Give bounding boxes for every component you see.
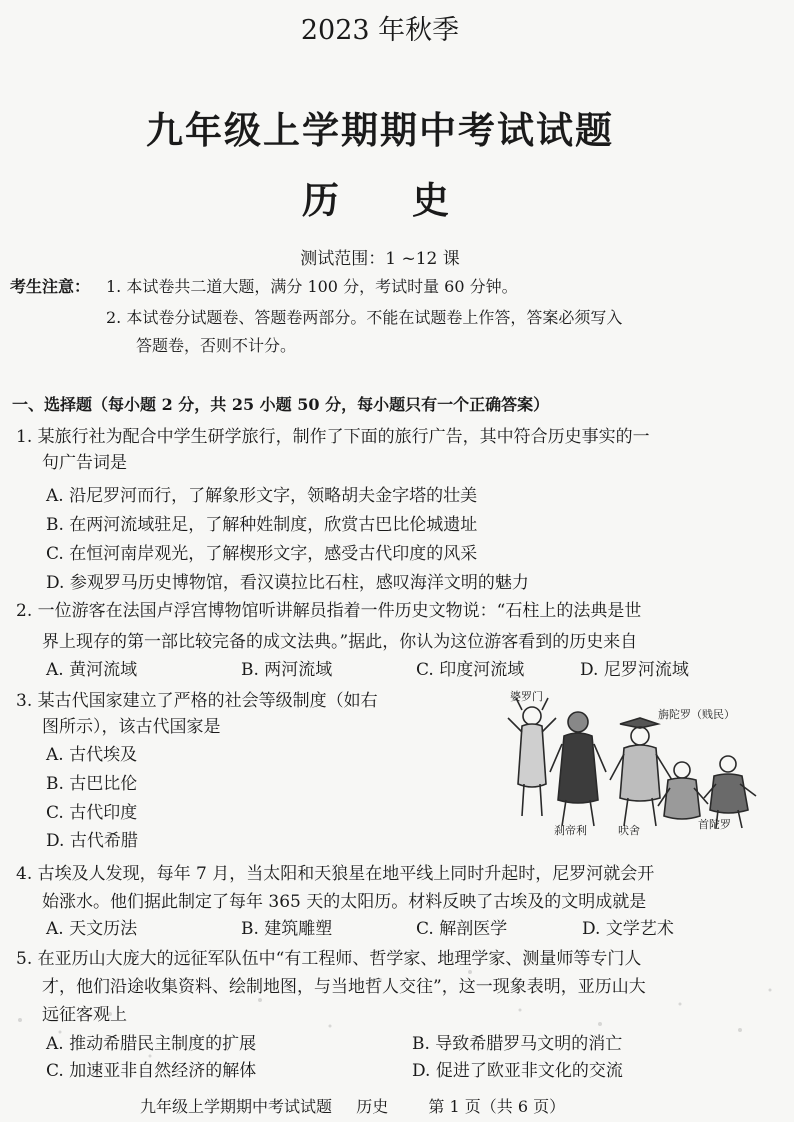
q1-stem-line-2: 句广告词是 bbox=[42, 453, 127, 473]
q1-option-d: D. 参观罗马历史博物馆，看汉谟拉比石柱，感叹海洋文明的魅力 bbox=[46, 573, 529, 593]
q5-option-b: B. 导致希腊罗马文明的消亡 bbox=[412, 1034, 623, 1054]
q3-stem-line-2: 图所示），该古代国家是 bbox=[42, 717, 221, 737]
q2-option-c: C. 印度河流域 bbox=[416, 660, 525, 680]
exam-title: 九年级上学期期中考试试题 bbox=[146, 108, 614, 152]
notice-item-2-line-2: 答题卷，否则不计分。 bbox=[136, 336, 297, 355]
page-footer bbox=[140, 1094, 565, 1117]
caste-illustration bbox=[500, 688, 762, 838]
test-scope: 测试范围：1 ~12 课 bbox=[300, 249, 460, 269]
q3-option-b: B. 古巴比伦 bbox=[46, 774, 138, 794]
footer-page-number: 第 1 页（共 6 页） bbox=[428, 1097, 566, 1116]
subject-char-2: 史 bbox=[412, 178, 449, 222]
label-chandala: 旃陀罗（贱民） bbox=[658, 708, 735, 721]
q5-option-d: D. 促进了欧亚非文化的交流 bbox=[412, 1061, 623, 1081]
q3-option-a: A. 古代埃及 bbox=[46, 745, 138, 765]
season-label: 2023 年秋季 bbox=[300, 15, 460, 46]
footer-exam-title: 九年级上学期期中考试试题 bbox=[140, 1097, 333, 1116]
q5-stem-line-1: 5. 在亚历山大庞大的远征军队伍中“有工程师、哲学家、地理学家、测量师等专门人 bbox=[16, 949, 642, 969]
label-brahmin: 婆罗门 bbox=[510, 690, 543, 703]
q2-option-b: B. 两河流域 bbox=[241, 660, 333, 680]
brahmin-figure bbox=[508, 698, 556, 816]
q1-stem-line-1: 1. 某旅行社为配合中学生研学旅行，制作了下面的旅行广告，其中符合历史事实的一 bbox=[16, 427, 650, 447]
label-shudra: 首陀罗 bbox=[698, 818, 731, 831]
q5-stem-line-2: 才，他们沿途收集资料、绘制地图，与当地哲人交往”，这一现象表明，亚历山大 bbox=[42, 977, 646, 997]
label-vaishya: 吠舍 bbox=[618, 824, 640, 837]
q5-stem-line-3: 远征客观上 bbox=[42, 1005, 127, 1025]
label-kshatriya: 刹帝利 bbox=[554, 824, 587, 837]
q4-option-b: B. 建筑雕塑 bbox=[241, 919, 333, 939]
q2-stem-line-2: 界上现存的第一部比较完备的成文法典。”据此，你认为这位游客看到的历史来自 bbox=[42, 632, 638, 652]
notice-item-1: 1. 本试卷共二道大题，满分 100 分，考试时量 60 分钟。 bbox=[106, 277, 518, 296]
q2-stem-line-1: 2. 一位游客在法国卢浮宫博物馆听讲解员指着一件历史文物说：“石柱上的法典是世 bbox=[16, 601, 642, 621]
q3-stem-line-1: 3. 某古代国家建立了严格的社会等级制度（如右 bbox=[16, 691, 378, 711]
subject-char-1: 历 bbox=[302, 178, 339, 222]
q3-option-d: D. 古代希腊 bbox=[46, 831, 138, 851]
q3-option-c: C. 古代印度 bbox=[46, 803, 138, 823]
kshatriya-figure bbox=[550, 712, 606, 826]
q1-option-a: A. 沿尼罗河而行，了解象形文字，领略胡夫金字塔的壮美 bbox=[46, 486, 478, 506]
q1-option-b: B. 在两河流域驻足，了解种姓制度，欣赏古巴比伦城遗址 bbox=[46, 515, 478, 535]
q4-option-d: D. 文学艺术 bbox=[582, 919, 674, 939]
q4-stem-line-2: 始涨水。他们据此制定了每年 365 天的太阳历。材料反映了古埃及的文明成就是 bbox=[42, 892, 647, 912]
q4-option-a: A. 天文历法 bbox=[46, 919, 138, 939]
footer-subject: 历史 bbox=[356, 1097, 389, 1116]
q2-option-a: A. 黄河流域 bbox=[46, 660, 138, 680]
notice-item-2-line-1: 2. 本试卷分试题卷、答题卷两部分。不能在试题卷上作答，答案必须写入 bbox=[106, 308, 623, 327]
section-heading: 一、选择题（每小题 2 分，共 25 小题 50 分，每小题只有一个正确答案） bbox=[12, 395, 550, 414]
q4-option-c: C. 解剖医学 bbox=[416, 919, 508, 939]
notice-label: 考生注意： bbox=[10, 277, 91, 296]
q1-option-c: C. 在恒河南岸观光，了解楔形文字，感受古代印度的风采 bbox=[46, 544, 478, 564]
q4-stem-line-1: 4. 古埃及人发现，每年 7 月，当太阳和天狼星在地平线上同时升起时，尼罗河就会开 bbox=[16, 864, 655, 884]
q2-option-d: D. 尼罗河流域 bbox=[580, 660, 689, 680]
q5-option-a: A. 推动希腊民主制度的扩展 bbox=[46, 1034, 257, 1054]
chandala-figure bbox=[610, 718, 672, 826]
q5-option-c: C. 加速亚非自然经济的解体 bbox=[46, 1061, 257, 1081]
